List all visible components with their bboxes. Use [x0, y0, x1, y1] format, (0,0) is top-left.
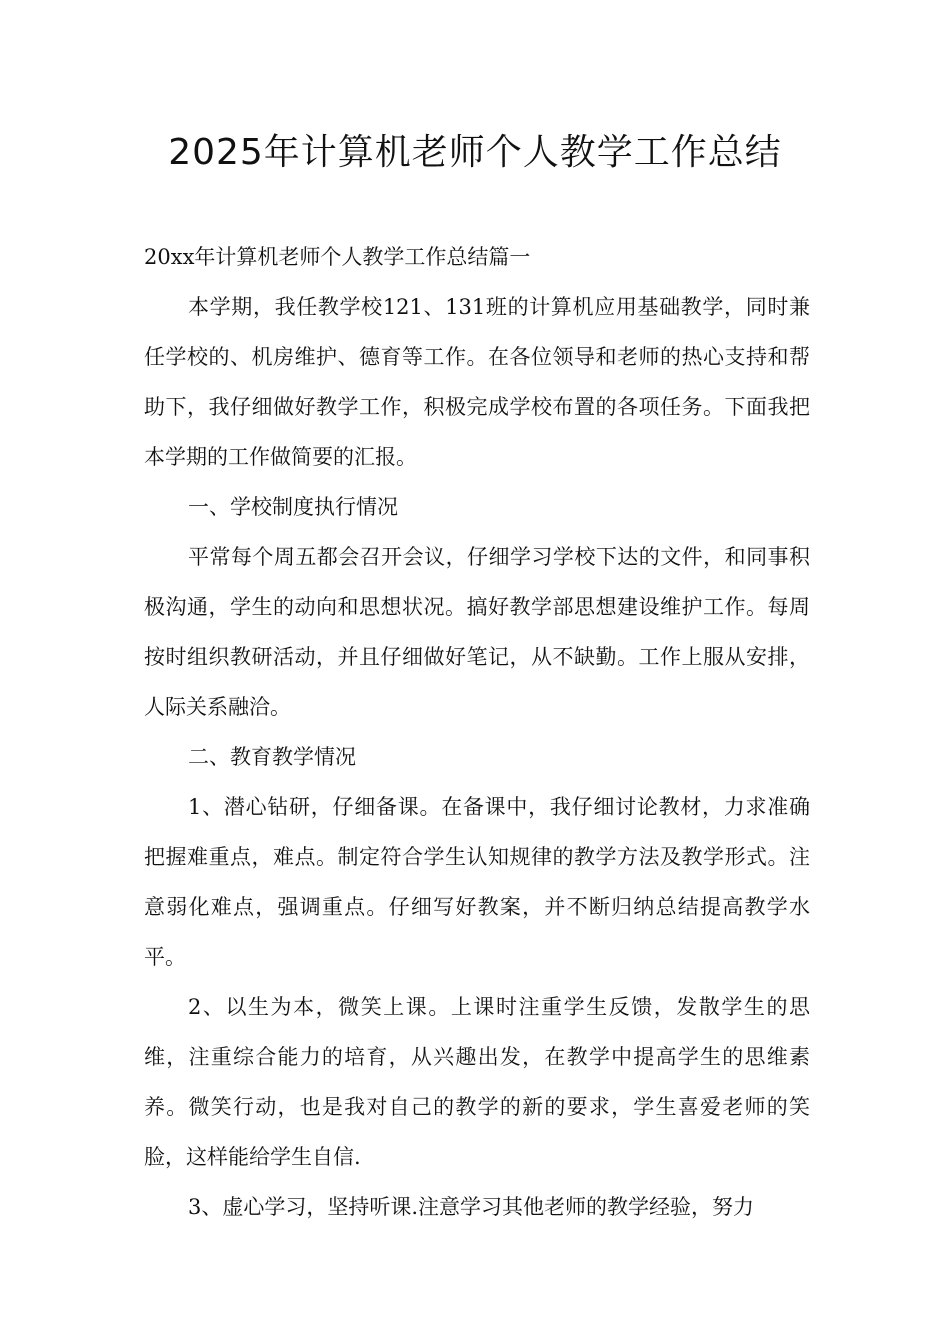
document-title: 2025年计算机老师个人教学工作总结	[168, 132, 782, 173]
heading-school-rules: 一、学校制度执行情况	[188, 495, 398, 519]
paragraph-teaching-2: 2、以生为本，微笑上课。上课时注重学生反馈，发散学生的思维，注重综合能力的培育，从兴趣出发，在教学中提高学生的思维素养。微笑行动，也是我对自己的教学的新的要求，学生喜爱老师的笑脸，这样能给学生自信.	[144, 995, 810, 1169]
section-heading: 20xx年计算机老师个人教学工作总结篇一	[144, 245, 531, 269]
document-body	[144, 232, 810, 1232]
paragraph-teaching-1: 1、潜心钻研，仔细备课。在备课中，我仔细讨论教材，力求准确把握难重点，难点。制定符合学生认知规律的教学方法及教学形式。注意弱化难点，强调重点。仔细写好教案，并不断归纳总结提高教学水平。	[144, 795, 810, 969]
paragraph-intro: 本学期，我任教学校121、131班的计算机应用基础教学，同时兼任学校的、机房维护、德育等工作。在各位领导和老师的热心支持和帮助下，我仔细做好教学工作，积极完成学校布置的各项任务。下面我把本学期的工作做简要的汇报。	[144, 295, 810, 469]
paragraph-school-rules: 平常每个周五都会召开会议，仔细学习学校下达的文件，和同事积极沟通，学生的动向和思想状况。搞好教学部思想建设维护工作。每周按时组织教研活动，并且仔细做好笔记，从不缺勤。工作上服从安排，人际关系融洽。	[144, 545, 810, 719]
heading-teaching: 二、教育教学情况	[188, 745, 356, 769]
paragraph-teaching-3: 3、虚心学习，坚持听课.注意学习其他老师的教学经验，努力	[188, 1195, 755, 1219]
